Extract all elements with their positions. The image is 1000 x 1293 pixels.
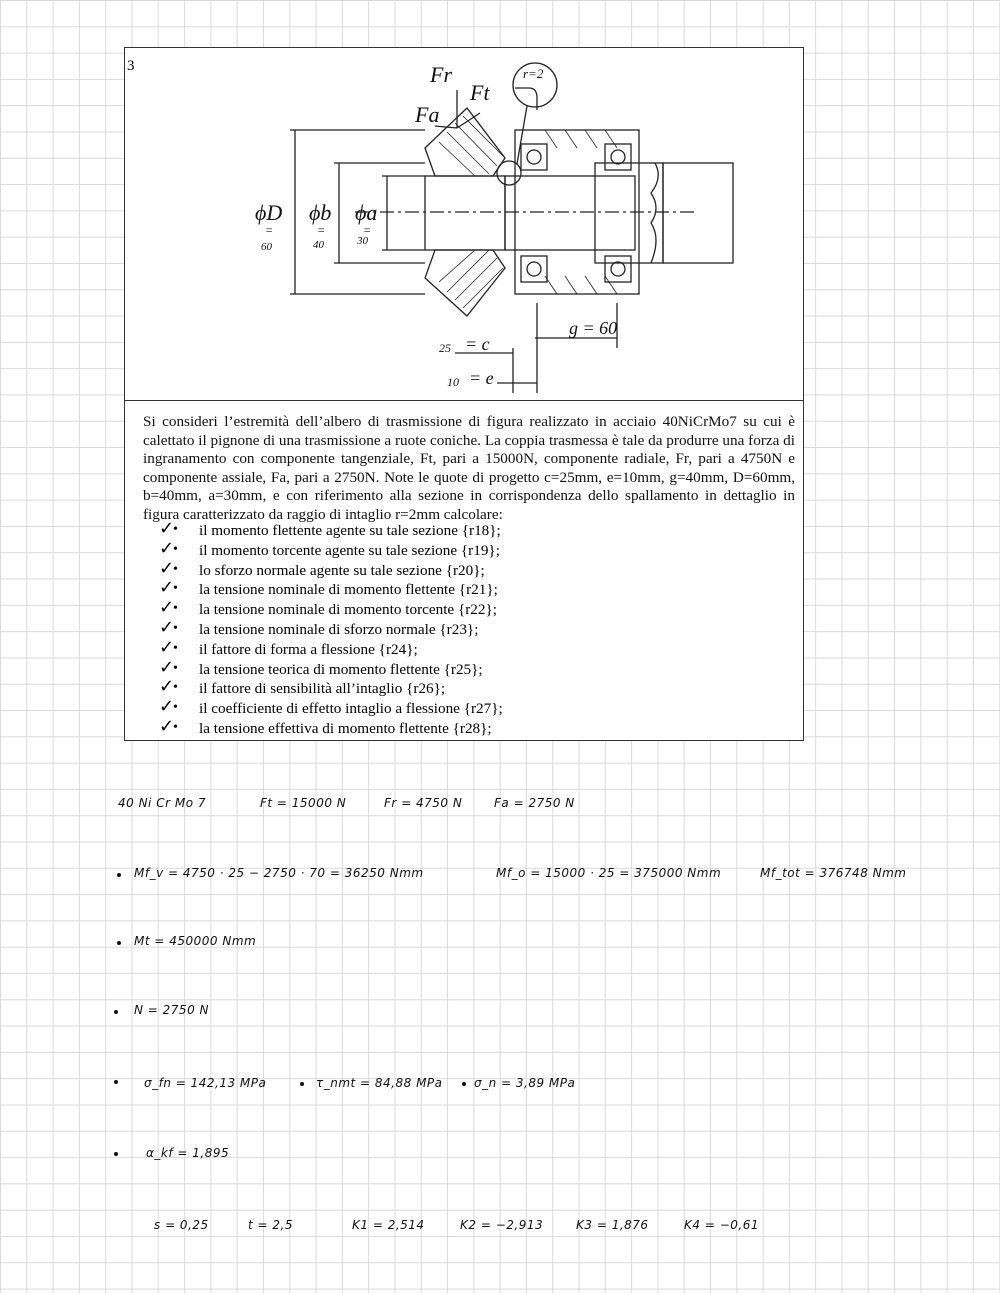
label-c: = c	[465, 334, 490, 354]
task-text: il momento torcente agente su tale sezione {r19};	[199, 541, 500, 559]
bullet: •	[173, 660, 178, 676]
val-b: 40	[313, 239, 324, 251]
task-text: la tensione nominale di momento flettente {r21};	[199, 581, 498, 599]
bullet: •	[173, 640, 178, 656]
bearing-upper-left	[521, 144, 547, 170]
bearing-ball	[527, 262, 541, 276]
task-text: il fattore di sensibilità all’intaglio {r26};	[199, 680, 446, 698]
note-k4: K4 = −0,61	[684, 1218, 759, 1232]
shaft-gear-drawing	[125, 48, 805, 400]
check-mark: ✓	[159, 557, 175, 579]
note-tau: τ_nmt = 84,88 MPa	[316, 1076, 443, 1090]
detail-leader	[517, 106, 527, 164]
task-text: lo sforzo normale agente su tale sezione {r20};	[199, 561, 485, 579]
note-mfv: Mf_v = 4750 · 25 − 2750 · 70 = 36250 Nmm	[134, 866, 424, 880]
val-e: 10	[447, 375, 459, 389]
label-phia: ϕa	[355, 200, 378, 225]
label-phiD: ϕD	[255, 200, 283, 225]
label-Ft: Ft	[470, 80, 490, 105]
problem-number: 3	[127, 58, 135, 74]
note-mfo: Mf_o = 15000 · 25 = 375000 Nmm	[496, 866, 722, 880]
note-sigma-n: σ_n = 3,89 MPa	[474, 1076, 576, 1090]
bullet: •	[173, 601, 178, 617]
bullet: •	[173, 620, 178, 636]
note-mt: Mt = 450000 Nmm	[134, 934, 257, 948]
note-bullet	[114, 1152, 118, 1156]
note-bullet	[114, 1080, 118, 1084]
note-bullet	[117, 941, 121, 945]
note-fr: Fr = 4750 N	[384, 796, 463, 810]
note-bullet	[114, 1010, 118, 1014]
shaft-small	[505, 176, 635, 250]
task-text: la tensione nominale di momento torcente {r22};	[199, 601, 498, 619]
break-line	[651, 163, 658, 263]
note-n: N = 2750 N	[134, 1003, 209, 1017]
bearing-lower-left	[521, 256, 547, 282]
note-fa: Fa = 2750 N	[494, 796, 575, 810]
task-text: la tensione effettiva di momento flettente {r28};	[199, 719, 492, 737]
check-mark: ✓	[159, 537, 175, 559]
note-material: 40 Ni Cr Mo 7	[118, 796, 206, 810]
bearing-ball	[611, 262, 625, 276]
check-mark: ✓	[159, 577, 175, 599]
notch-detail-circle	[497, 161, 521, 185]
check-mark: ✓	[159, 656, 175, 678]
note-k1: K1 = 2,514	[352, 1218, 425, 1232]
note-k2: K2 = −2,913	[460, 1218, 544, 1232]
note-s: s = 0,25	[154, 1218, 209, 1232]
bullet: •	[173, 719, 178, 735]
problem-text: Si consideri l’estremità dell’albero di trasmissione di figura realizzato in acciaio 40NiCrMo7 su cui è calettato il pignone di una trasmissione a ruote coniche. La coppia trasmessa è tale da produrre una forza di ingranamento con componente tangenziale, Ft, pari a 15000N, componente radiale, Fr, pari a 4750N e componente assiale, Fa, pari a 2750N. Note le quote di progetto c=25mm, e=10mm, g=40mm, D=60mm, b=40mm, a=30mm, e con riferimento alla sezione in corrispondenza dello spallamento in dettaglio in figura caratterizzato da raggio di intaglio r=2mm calcolare:	[143, 413, 795, 523]
task-text: il fattore di forma a flessione {r24};	[199, 640, 418, 658]
bullet: •	[173, 581, 178, 597]
shaft-shoulder	[595, 163, 663, 263]
bullet: •	[173, 561, 178, 577]
check-mark: ✓	[159, 597, 175, 619]
task-text: la tensione nominale di sforzo normale {r23};	[199, 620, 479, 638]
check-mark: ✓	[159, 616, 175, 638]
label-Fr: Fr	[430, 62, 452, 87]
val-D: 60	[261, 241, 272, 253]
card-divider	[125, 400, 803, 401]
note-bullet	[462, 1082, 466, 1086]
bullet: •	[173, 541, 178, 557]
note-ft: Ft = 15000 N	[260, 796, 347, 810]
check-mark: ✓	[159, 636, 175, 658]
label-g: g = 60	[569, 318, 618, 338]
bearing-upper-right	[605, 144, 631, 170]
bullet: •	[173, 680, 178, 696]
bullet: •	[173, 700, 178, 716]
bearing-lower-right	[605, 256, 631, 282]
shaft-end	[663, 163, 733, 263]
problem-card	[124, 47, 804, 741]
eq-a: =	[363, 223, 372, 237]
label-Fa: Fa	[415, 102, 440, 127]
val-c: 25	[439, 341, 451, 355]
note-t: t = 2,5	[248, 1218, 293, 1232]
check-mark: ✓	[159, 696, 175, 718]
label-r: r=2	[523, 66, 544, 81]
bearing-ball	[611, 150, 625, 164]
bullet: •	[173, 522, 178, 537]
note-k3: K3 = 1,876	[576, 1218, 649, 1232]
gear-hub	[425, 176, 505, 250]
label-phib: ϕb	[309, 200, 332, 225]
check-mark: ✓	[159, 676, 175, 698]
note-sigma-fn: σ_fn = 142,13 MPa	[144, 1076, 267, 1090]
check-mark: ✓	[159, 518, 175, 539]
label-e: = e	[469, 368, 494, 388]
note-mftot: Mf_tot = 376748 Nmm	[760, 866, 907, 880]
eq-b: =	[317, 223, 326, 237]
task-text: il coefficiente di effetto intaglio a flessione {r27};	[199, 700, 503, 718]
check-mark: ✓	[159, 715, 175, 737]
eq-D: =	[265, 223, 274, 237]
note-alpha: α_kf = 1,895	[146, 1146, 230, 1160]
note-bullet	[300, 1082, 304, 1086]
note-bullet	[117, 873, 121, 877]
task-text: il momento flettente agente su tale sezione {r18};	[199, 522, 501, 539]
val-a: 30	[357, 235, 368, 247]
task-text: la tensione teorica di momento flettente {r25};	[199, 660, 483, 678]
bearing-ball	[527, 150, 541, 164]
